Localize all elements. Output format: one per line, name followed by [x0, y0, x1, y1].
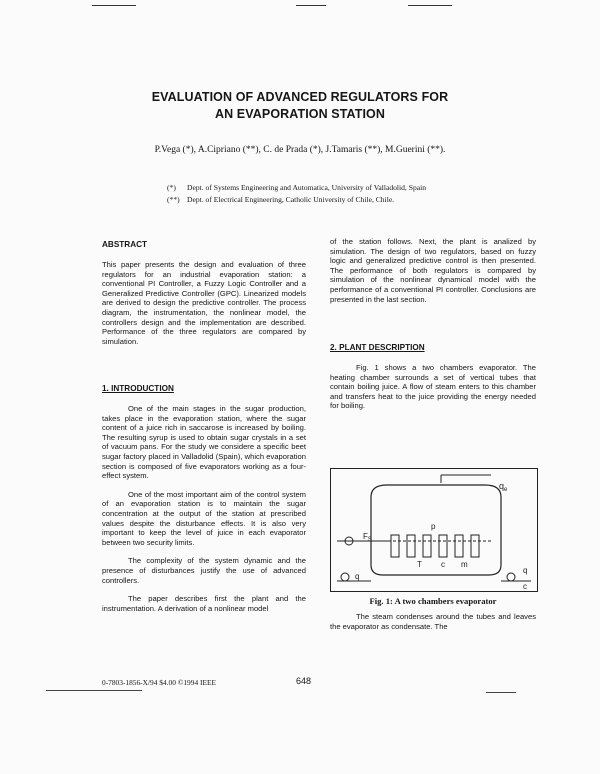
abstract-paragraph: This paper presents the design and evaluation of three regulators for an industrial evaporation station: a conventional PI Controller, a Fuzzy Logic Controller and a Generalized Predictive Controller (GPC). Linearized models are derived to design the predictive controller. The process diagram, the instrumentation, the nonlinear model, the controllers design and the implementation are described. Performance of the three regulators are compared by simulation.: [102, 260, 306, 346]
affiliation-1-text: Dept. of Systems Engineering and Automatica, University of Valladolid, Spain: [187, 183, 427, 192]
intro-continued-text: [330, 237, 536, 304]
plant-description-text: [330, 363, 536, 411]
intro-paragraph-2: One of the most important aim of the control system of an evaporation station is to maintain the sugar concentration at the output of the station at prescribed values despite the disturbance effects. It is also very important to keep the level of juice in each evaporator between two security limits.: [102, 489, 306, 547]
product-valve: [507, 573, 515, 581]
bottom-rule-1: [46, 690, 142, 691]
label-t: T: [417, 560, 422, 569]
top-rule-3: [408, 5, 452, 6]
label-c-right: c: [523, 582, 527, 591]
label-fs: $F_S$: [363, 532, 372, 543]
feed-valve: [341, 573, 349, 581]
intro-continued-paragraph: of the station follows. Next, the plant is analized by simulation. The design of two regulators, based on fuzzy logic and generalized predictive control is then presented. The performance of both regulators is compared by simulation of the nonlinear dynamical model with the performance of a conventional PI controller. Conclusions are presented in the last section.: [330, 237, 536, 304]
introduction-text: [102, 404, 306, 613]
label-qe: $q_e$: [499, 481, 508, 493]
label-pressure: p: [431, 522, 436, 531]
label-m: m: [461, 560, 468, 569]
evaporator-figure: [330, 468, 538, 592]
affiliation-1: [167, 183, 426, 192]
top-rule-1: [92, 5, 136, 6]
top-rule-2: [296, 5, 326, 6]
introduction-heading: 1. INTRODUCTION: [102, 384, 174, 393]
label-q-right: q: [523, 566, 528, 575]
figure-caption: Fig. 1: A two chambers evaporator: [369, 596, 497, 606]
intro-paragraph-1: One of the main stages in the sugar production, takes place in the evaporation station, where the sugar content of a juice rich in saccarose is increased by boiling. The resulting syrup is used to obtain sugar crystals in a set of vacuum pans. For the study we considere a specific beet sugar factory placed in Valladolid (Spain), which evaporation section is composed of five evaporators working as a four-effect system.: [102, 404, 306, 481]
heating-tubes: [383, 535, 493, 557]
after-figure-paragraph: The steam condenses around the tubes and leaves the evaporator as condensate. The: [330, 612, 536, 631]
author-list: P.Vega (*), A.Cipriano (**), C. de Prada (*), J.Tamaris (**), M.Guerini (**).: [154, 145, 446, 155]
intro-paragraph-4: The paper describes first the plant and the instrumentation. A derivation of a nonlinear model: [102, 594, 306, 613]
evaporator-vessel: [371, 485, 501, 575]
evaporator-diagram: [331, 469, 537, 591]
plant-paragraph: Fig. 1 shows a two chambers evaporator. The heating chamber surrounds a set of vertical tubes that contain boiling juice. A flow of steam enters to this chamber and transfers heat to the juice providing the energy needed for boiling.: [330, 363, 536, 411]
bottom-rule-2: [486, 692, 516, 693]
intro-paragraph-3: The complexity of the system dynamic and the presence of disturbances justify the use of advanced controllers.: [102, 556, 306, 585]
affiliation-2: [167, 195, 394, 204]
label-q-left: q: [355, 572, 360, 581]
label-c: c: [441, 560, 445, 569]
affiliation-2-mark: (**): [167, 195, 180, 204]
paper-title-line-2: AN EVAPORATION STATION: [214, 107, 386, 121]
affiliation-1-mark: (*): [167, 183, 176, 192]
abstract-heading: ABSTRACT: [102, 240, 148, 249]
plant-description-heading: 2. PLANT DESCRIPTION: [330, 343, 425, 352]
page-number: 648: [296, 676, 312, 686]
after-figure-text: [330, 612, 536, 631]
affiliation-2-text: Dept. of Electrical Engineering, Catholic University of Chile, Chile.: [187, 195, 395, 204]
footer-copyright: 0-7803-1856-X/94 $4.00 ©1994 IEEE: [102, 678, 216, 687]
abstract-text: [102, 260, 306, 346]
paper-title-line-1: EVALUATION OF ADVANCED REGULATORS FOR: [151, 90, 449, 104]
